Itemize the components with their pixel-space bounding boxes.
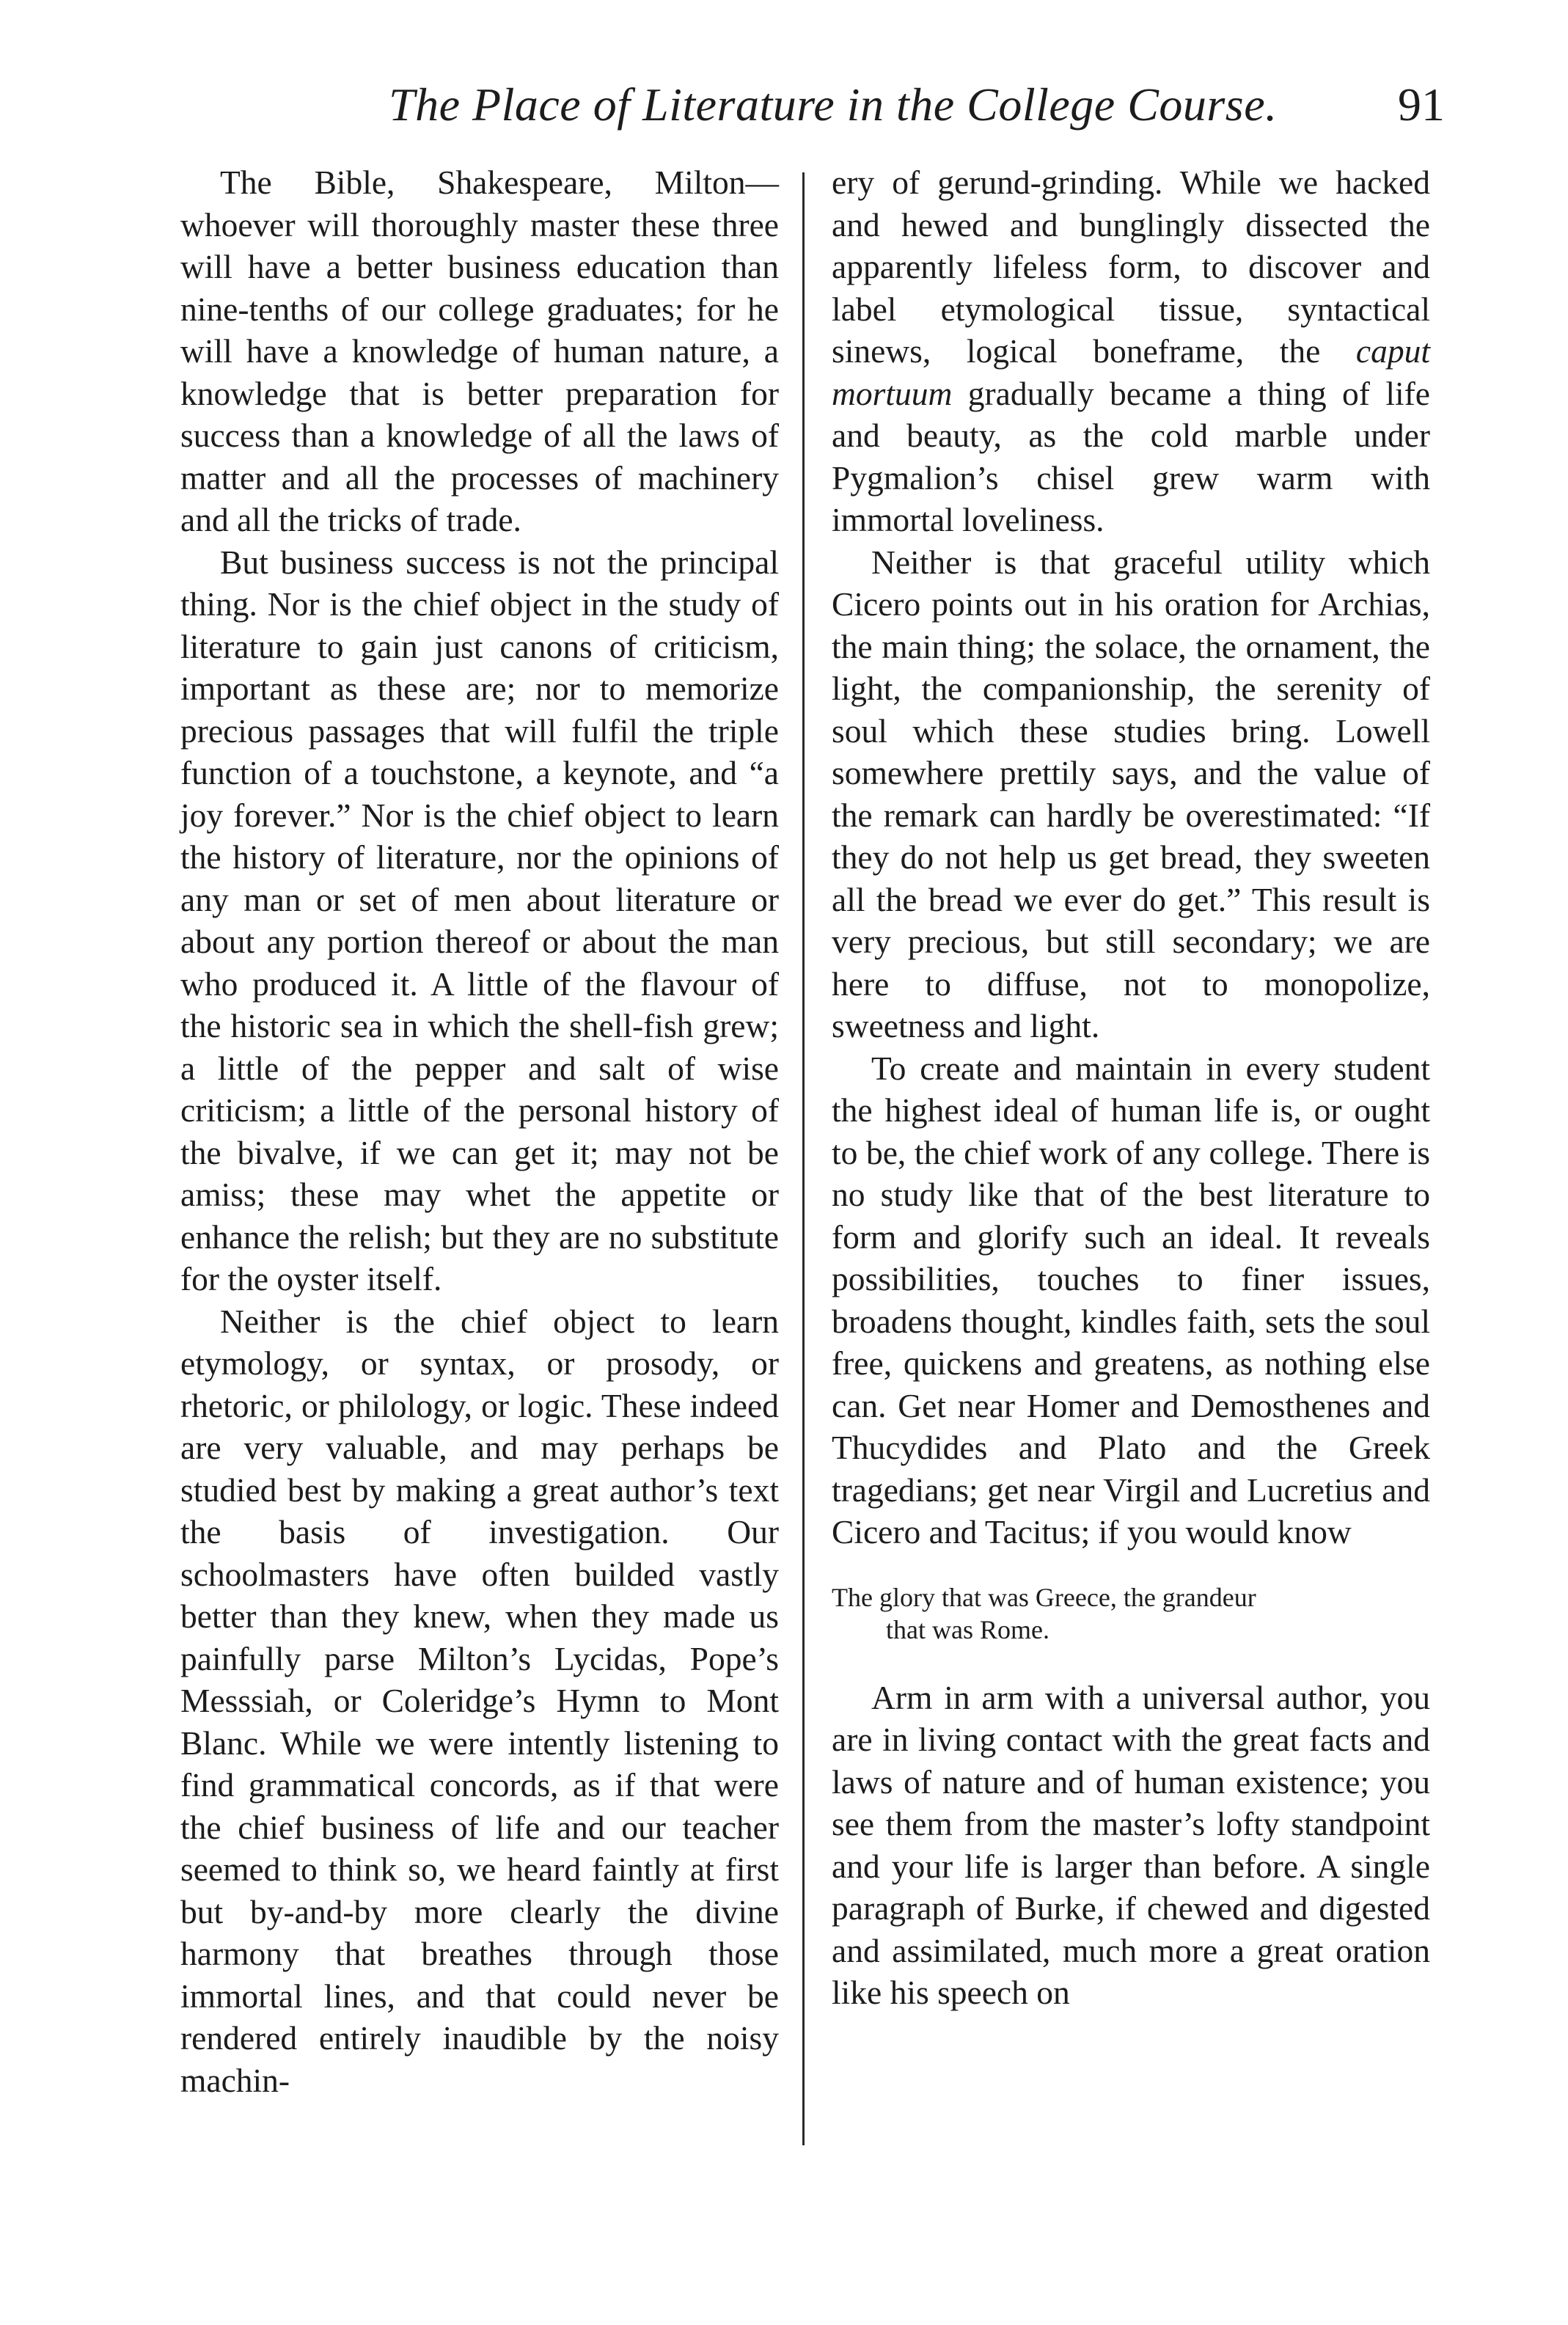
running-title: The Place of Literature in the College Course.	[389, 78, 1278, 131]
verse-line-1: The glory that was Greece, the grandeur	[832, 1582, 1256, 1612]
page-number: 91	[1398, 78, 1445, 131]
page-header	[389, 72, 1445, 138]
latin-phrase: caput mortuum	[832, 332, 1430, 412]
paragraph-right-1-end: gradually became a thing of life and beauty, as the cold marble under Pygmalion’s chisel grew warm with immortal loveliness.	[832, 374, 1430, 538]
paragraph-right-2: Neither is that graceful utility which Cicero points out in his oration for Archias, the main thing; the solace, the ornament, the light, the companionship, the serenity of soul which these studies bring. Lowell somewhere prettily says, and the value of the remark can hardly be overestimated: “If they do not help us get bread, they sweeten all the bread we ever do get.” This result is very precious, but still secondary; we are here to diffuse, not to monopolize, sweetness and light.	[832, 543, 1430, 1044]
left-column	[180, 161, 779, 2101]
verse-line-2: that was Rome.	[886, 1614, 1049, 1644]
paragraph-left-3: Neither is the chief object to learn etymology, or syntax, or prosody, or rhetoric, or philology, or logic. These indeed are very valuable, and may perhaps be studied best by making a great author’s text the basis of investigation. Our schoolmasters have often builded vastly better than they knew, when they made us painfully parse Milton’s Lycidas, Pope’s Messsiah, or Coleridge’s Hymn to Mont Blanc. While we were intently listening to find grammatical concords, as if that were the chief business of life and our teacher seemed to think so, we heard faintly at first but by-and-by more clearly the divine harmony that breathes through those immortal lines, and that could never be rendered entirely inaudible by the noisy machin-	[180, 1302, 779, 2099]
column-divider	[802, 172, 805, 2145]
paragraph-right-1-start: ery of gerund-grinding. While we hacked and hewed and bunglingly dissected the apparently lifeless form, to discover and label etymological tissue, syntactical sinews, logical boneframe, the	[832, 164, 1430, 370]
paragraph-right-4: Arm in arm with a universal author, you are in living contact with the great facts and laws of nature and of human existence; you see them from the master’s lofty standpoint and your life is larger than before. A single paragraph of Burke, if chewed and digested and assimilated, much more a great oration like his speech on	[832, 1678, 1430, 2011]
paragraph-left-2: But business success is not the principal thing. Nor is the chief object in the study of literature to gain just canons of criticism, important as these are; nor to memorize precious passages that will fulfil the triple function of a touchstone, a keynote, and “a joy forever.” Nor is the chief object to learn the history of literature, nor the opinions of any man or set of men about literature or about any portion thereof or about the man who produced it. A little of the flavour of the historic sea in which the shell-fish grew; a little of the pepper and salt of wise criticism; a little of the personal history of the bivalve, if we can get it; may not be amiss; these may whet the appetite or enhance the relish; but they are no substitute for the oyster itself.	[180, 543, 779, 1297]
right-column	[832, 161, 1430, 2014]
paragraph-right-3: To create and maintain in every student the highest ideal of human life is, or ought to be, the chief work of any college. There is no study like that of the best literature to form and glorify such an ideal. It reveals possibilities, touches to finer issues, broadens thought, kindles faith, sets the soul free, quickens and greatens, as nothing else can. Get near Homer and Demosthenes and Thucydides and Plato and the Greek tragedians; get near Virgil and Lucretius and Cicero and Tacitus; if you would know	[832, 1049, 1430, 1550]
paragraph-right-1	[832, 161, 1430, 541]
paragraph-left-1: The Bible, Shakespeare, Milton— whoever will thoroughly master these three will have a better business education than nine-tenths of our college graduates; for he will have a knowledge of human nature, a knowledge that is better preparation for success than a knowledge of all the laws of matter and all the processes of machinery and all the tricks of trade.	[180, 164, 779, 538]
verse-quotation	[832, 1581, 1430, 1646]
